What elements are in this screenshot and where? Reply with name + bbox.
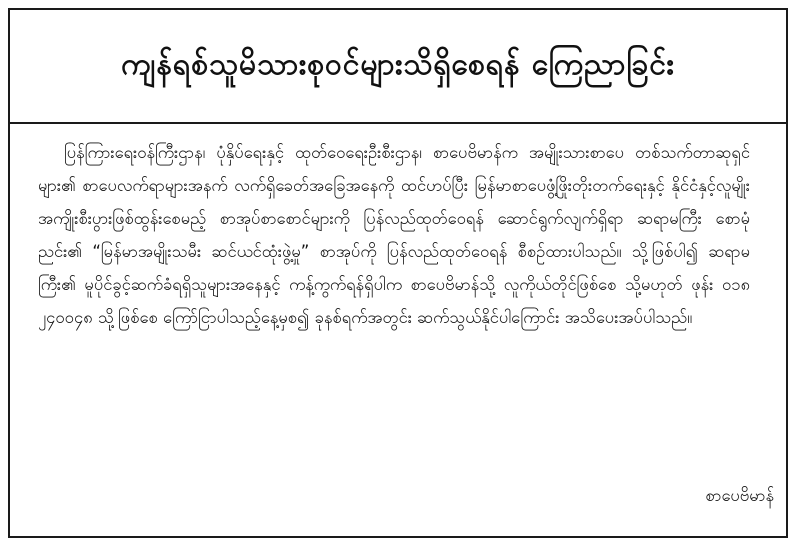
notice-signature: စာပေဗိမာန် xyxy=(705,486,774,505)
title-band xyxy=(10,10,786,124)
notice-title: ကျန်ရစ်သူမိသားစုဝင်များသိရှိစေရန် ကြေညာခြင်း xyxy=(121,46,675,82)
notice-body: ပြန်ကြားရေးဝန်ကြီးဌာန၊ ပုံနှိပ်ရေးနှင့် ထုတ်ဝေရေးဦးစီးဌာန၊ စာပေဗိမာန်က အမျိုးသားစာပေ တစ်သက်တာဆုရှင်များ၏ စာပေလက်ရာများအနက် လက်ရှိခေတ်အခြေအနေကို ထင်ဟပ်ပြီး မြန်မာစာပေဖွံ့ဖြိုးတိုးတက်ရေးနှင့် နိုင်ငံနှင့်လူမျိုး အကျိုးစီးပွားဖြစ်ထွန်းစေမည့် စာအုပ်စာစောင်များကို ပြန်လည်ထုတ်ဝေရန် ဆောင်ရွက်လျက်ရှိရာ ဆရာမကြီး စောမုံညင်း၏ “မြန်မာအမျိုးသမီး ဆင်ယင်ထုံးဖွဲ့မှု” စာအုပ်ကို ပြန်လည်ထုတ်ဝေရန် စီစဉ်ထားပါသည်။ သို့ဖြစ်ပါ၍ ဆရာမကြီး၏ မူပိုင်ခွင့်ဆက်ခံရရှိသူများအနေနှင့် ကန့်ကွက်ရန်ရှိပါက စာပေဗိမာန်သို့ လူကိုယ်တိုင်ဖြစ်စေ သို့မဟုတ် ဖုန်း ၀၁၈ ၂၄၀၀၄၈ သို့ဖြစ်စေ ကြော်ငြာပါသည့်နေ့မှစ၍ ခုနစ်ရက်အတွင်း ဆက်သွယ်နိုင်ပါကြောင်း အသိပေးအပ်ပါသည်။ xyxy=(38,143,750,327)
